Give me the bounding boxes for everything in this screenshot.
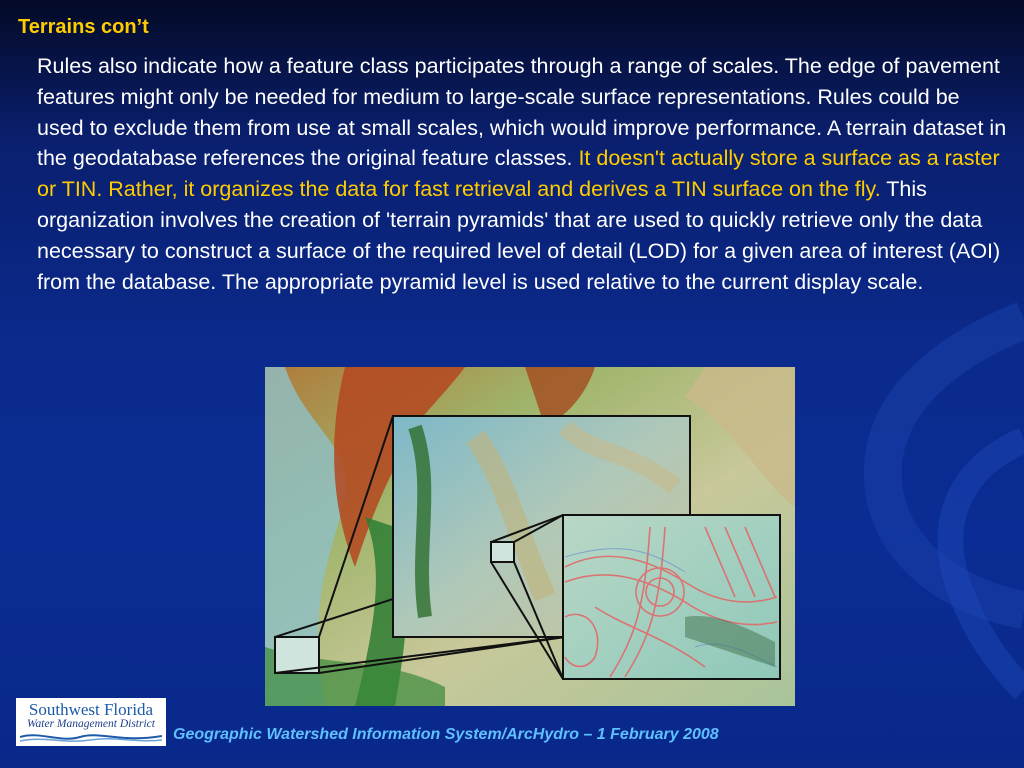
body-text-part2: This organization involves the creation of 'terrain pyramids' that are used to quickly retrieve only the data necessary to construct a surface of the required level of detail (LOD) for a given area of interest (AOI) from the database. The appropriate pyramid level is used relative to the current display scale. xyxy=(37,177,1001,294)
logo-text-line2: Water Management District xyxy=(27,718,155,730)
footer-text: Geographic Watershed Information System/ArcHydro – 1 February 2008 xyxy=(173,726,719,743)
district-logo xyxy=(16,698,166,746)
body-paragraph xyxy=(37,51,1007,297)
logo-wave-icon xyxy=(20,731,162,743)
terrain-map-image xyxy=(265,367,795,706)
body-text-part1: Rules also indicate how a feature class participates through a range of scales. The edge of pavement features might only be needed for medium to large-scale surface representations. Rules could be used to exclude them from use at small scales, which would improve performance. A terrain dataset in the geodatabase references the original feature classes. xyxy=(37,54,1007,171)
slide-title: Terrains con’t xyxy=(18,16,149,38)
body-highlight: It doesn't actually store a surface as a raster or TIN. Rather, it organizes the data for fast retrieval and derives a TIN surface on the fly. xyxy=(37,146,1000,202)
logo-text-line1: Southwest Florida xyxy=(28,700,154,719)
